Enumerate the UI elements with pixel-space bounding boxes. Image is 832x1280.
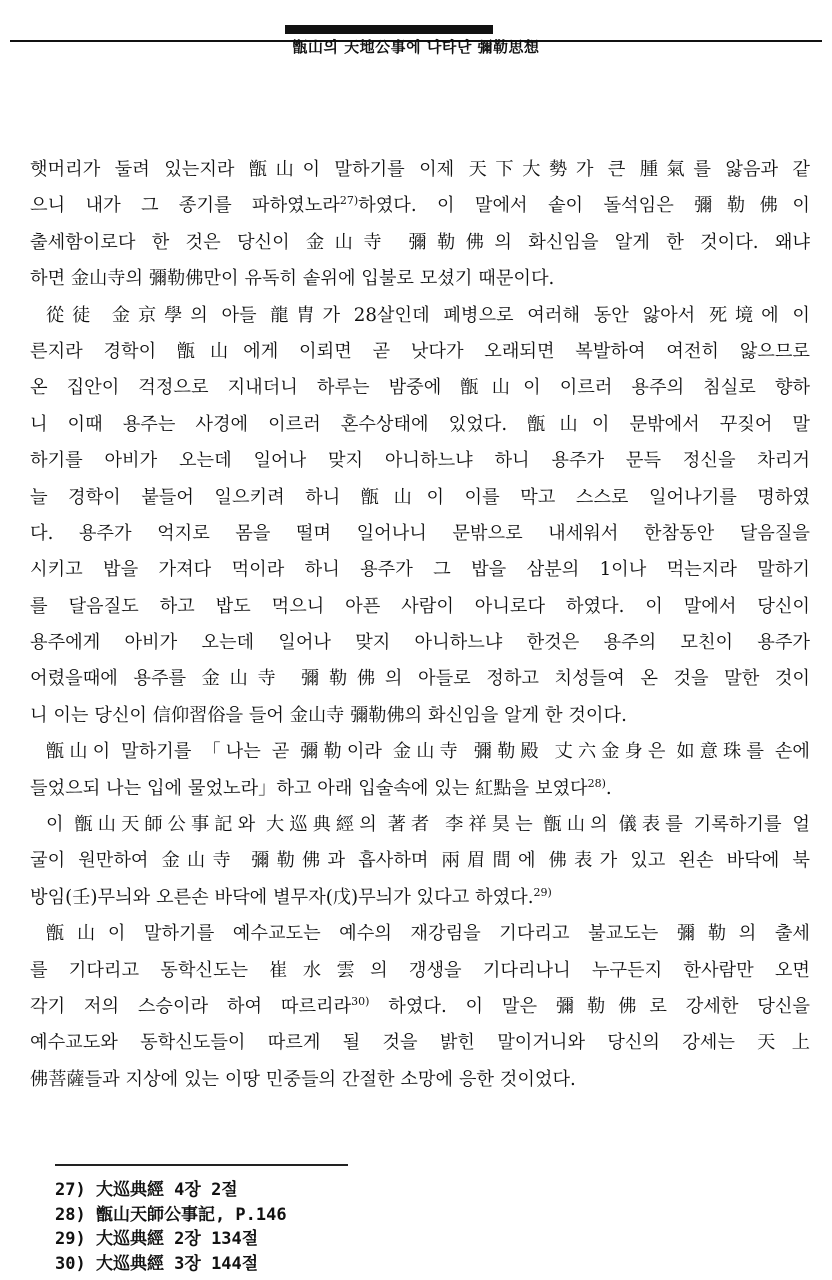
line-text: 니 이는 당신이 信仰習俗을 들어 金山寺 彌勒佛의 화신임을 알게 한 것이다. [30, 704, 627, 726]
text-line [30, 989, 810, 1025]
line-text-after: . [605, 777, 612, 799]
line-text: 시키고 밥을 가져다 먹이라 하니 용주가 그 밥을 삼분의 1이나 먹는지라 말하기 [30, 559, 810, 581]
text-line [30, 516, 810, 552]
line-text: 하기를 아비가 오는데 일어나 맞지 아니하느냐 하니 용주가 문득 정신을 차리거 [30, 450, 810, 472]
line-text: 용주에게 아비가 오는데 일어나 맞지 아니하느냐 한것은 용주의 모친이 용주가 [30, 632, 810, 654]
text-line [30, 880, 810, 916]
text-line [30, 589, 810, 625]
text-line [30, 734, 810, 770]
line-text: 니 이때 용주는 사경에 이르러 혼수상태에 있었다. 甑山이 문밖에서 꾸짖어 말 [30, 413, 810, 435]
line-text: 다. 용주가 억지로 몸을 떨며 일어나니 문밖으로 내세워서 한참동안 달음질을 [30, 522, 810, 544]
text-line [30, 661, 810, 697]
line-text: 늘 경학이 붙들어 일으키려 하니 甑山이 이를 막고 스스로 일어나기를 명하였 [30, 486, 810, 508]
line-text: 온 집안이 걱정으로 지내더니 하루는 밤중에 甑山이 이르러 용주의 침실로 향하 [30, 377, 810, 399]
footnotes [55, 1178, 815, 1276]
footnote-ref: 29) [533, 885, 552, 899]
line-text: 각기 저의 스승이라 하여 따르리라 [30, 995, 352, 1017]
footnote-ref: 28) [587, 776, 606, 790]
line-text: 를 기다리고 동학신도는 崔水雲의 갱생을 기다리나니 누구든지 한사람만 오면 [30, 959, 810, 981]
footnote-item: 28) 甑山天師公事記, P.146 [55, 1204, 287, 1225]
text-line [30, 625, 810, 661]
footnote-ref: 30) [351, 994, 370, 1008]
line-text: 으니 내가 그 종기를 파하였노라 [30, 195, 340, 217]
text-line [30, 407, 810, 443]
line-text: 른지라 경학이 甑山에게 이뢰면 곧 낫다가 오래되면 복발하여 여전히 앓으므로 [30, 340, 810, 362]
line-text: 어렸을때에 용주를 金山寺 彌勒佛의 아들로 정하고 치성들여 온 것을 말한 것이 [30, 668, 810, 690]
line-text: 방임(壬)무늬와 오른손 바닥에 별무자(戊)무늬가 있다고 하였다. [30, 886, 534, 908]
text-line [30, 953, 810, 989]
text-line [30, 443, 810, 479]
line-text: 를 달음질도 하고 밥도 먹으니 아픈 사람이 아니로다 하였다. 이 말에서 당신이 [30, 595, 810, 617]
text-line [30, 370, 810, 406]
footnote-ref: 27) [339, 194, 359, 208]
text-line [30, 261, 810, 297]
footnote-rule [55, 1164, 348, 1166]
text-line [30, 843, 810, 879]
line-text: 출세함이로다 한 것은 당신이 金山寺 彌勒佛의 화신임을 알게 한 것이다. 왜냐 [30, 231, 810, 253]
text-line [30, 807, 810, 843]
text-line [30, 334, 810, 370]
body-text [30, 152, 810, 1098]
footnote-item: 30) 大巡典經 3장 144절 [55, 1253, 259, 1274]
line-text-after: 하였다. 이 말은 彌勒佛로 강세한 당신을 [369, 995, 810, 1017]
line-text: 예수교도와 동학신도들이 따르게 될 것을 밝힌 말이거니와 당신의 강세는 天上 [30, 1032, 810, 1054]
line-text: 햇머리가 둘려 있는지라 甑山이 말하기를 이제 天下大勢가 큰 腫氣를 앓음과 같 [30, 159, 810, 180]
line-text: 이 甑山天師公事記와 大巡典經의 著者 李祥昊는 甑山의 儀表를 기록하기를 얼 [46, 814, 810, 836]
line-text: 甑山이 말하기를 예수교도는 예수의 재강림을 기다리고 불교도는 彌勒의 출세 [46, 923, 810, 945]
line-text: 굴이 원만하여 金山寺 彌勒佛과 흡사하며 兩眉間에 佛表가 있고 왼손 바닥에 북 [30, 850, 810, 872]
text-line [30, 771, 810, 807]
text-line [30, 1025, 810, 1061]
footnote-item: 29) 大巡典經 2장 134절 [55, 1229, 259, 1249]
line-text-after: 하였다. 이 말에서 솥이 돌석임은 彌勒佛이 [358, 195, 810, 217]
text-line [30, 698, 810, 734]
text-line [30, 188, 810, 224]
line-text: 하면 金山寺의 彌勒佛만이 유독히 솥위에 입불로 모셨기 때문이다. [30, 268, 555, 290]
line-text: 從徒 金京學의 아들 龍胄가 28살인데 폐병으로 여러해 동안 앓아서 死境에 이 [46, 304, 810, 326]
text-line [30, 916, 810, 952]
text-line [30, 552, 810, 588]
line-text: 佛菩薩들과 지상에 있는 이땅 민중들의 간절한 소망에 응한 것이었다. [30, 1068, 576, 1090]
header-bar [285, 25, 493, 34]
line-text: 들었으되 나는 입에 물었노라」하고 아래 입술속에 있는 紅點을 보였다 [30, 777, 588, 799]
text-line [30, 1062, 810, 1098]
running-title: 甑山의 天地公事에 나타난 彌勒思想 [292, 38, 540, 56]
text-line [30, 152, 810, 188]
text-line [30, 480, 810, 516]
text-line [30, 298, 810, 334]
footnote-item: 27) 大巡典經 4장 2절 [55, 1180, 238, 1200]
line-text: 甑山이 말하기를 「나는 곧 彌勒이라 金山寺 彌勒殿 丈六金身은 如意珠를 손에 [46, 741, 810, 763]
text-line [30, 225, 810, 261]
